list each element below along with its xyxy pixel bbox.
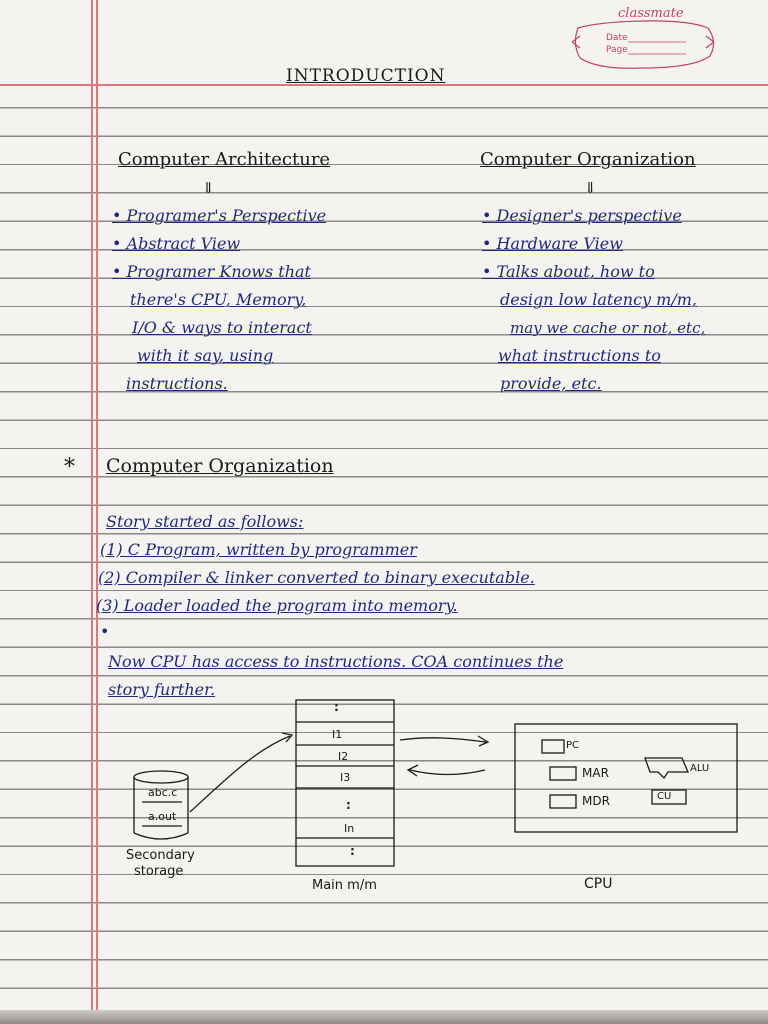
- memory-cell-i1: I1: [332, 728, 343, 741]
- star-marker: *: [64, 455, 75, 480]
- memory-caption: Main m/m: [312, 878, 377, 893]
- section-heading: Computer Organization: [106, 455, 334, 477]
- storage-file-source: abc.c: [148, 786, 178, 799]
- memory-dots-top: :: [334, 700, 339, 714]
- load-arrow: [190, 736, 290, 812]
- organization-detail-line-1: • Talks about, how to: [482, 262, 655, 281]
- story-step-1: (1) C Program, written by programmer: [100, 540, 417, 559]
- organization-detail-line-2: design low latency m/m,: [500, 290, 697, 309]
- page-title: INTRODUCTION: [286, 66, 446, 86]
- organization-point-2: • Hardware View: [482, 234, 623, 253]
- architecture-detail-line-4: with it say, using: [137, 346, 274, 365]
- organization-detail-line-5: provide, etc.: [500, 374, 602, 393]
- cpu-alu: ALU: [690, 763, 710, 774]
- organization-arrow: ⇓: [584, 179, 597, 197]
- architecture-arrow: ⇓: [202, 179, 215, 197]
- secondary-storage-cylinder: [134, 771, 188, 839]
- organization-detail-line-4: what instructions to: [498, 346, 661, 365]
- date-label: Date: [606, 33, 628, 43]
- organization-detail-line-3: may we cache or not, etc,: [510, 319, 706, 337]
- fetch-arrow: [400, 738, 486, 742]
- architecture-point-1: • Programer's Perspective: [112, 206, 327, 225]
- cpu-register-mdr: MDR: [582, 794, 610, 808]
- architecture-detail-line-1: • Programer Knows that: [112, 262, 311, 281]
- return-arrow: [410, 770, 485, 775]
- page-label: Page: [606, 45, 628, 55]
- storage-file-output: a.out: [148, 810, 177, 823]
- architecture-point-2: • Abstract View: [112, 234, 241, 253]
- continue-line-2: story further.: [108, 680, 216, 699]
- bullet-dot: •: [100, 622, 110, 641]
- architecture-heading: Computer Architecture: [118, 149, 331, 170]
- story-step-3: (3) Loader loaded the program into memory.: [96, 596, 458, 615]
- organization-heading: Computer Organization: [480, 149, 696, 170]
- cpu-control-unit: CU: [657, 791, 672, 802]
- architecture-detail-line-2: there's CPU, Memory,: [130, 290, 307, 309]
- memory-dots-bottom: :: [350, 844, 355, 858]
- story-step-2: (2) Compiler & linker converted to binary executable.: [98, 568, 535, 587]
- memory-dots-middle: :: [346, 798, 351, 812]
- memory-cell-i2: I2: [338, 750, 349, 763]
- continue-line-1: Now CPU has access to instructions. COA continues the: [108, 652, 564, 671]
- cpu-box: [515, 724, 737, 832]
- story-intro: Story started as follows:: [106, 512, 304, 531]
- cpu-register-mar: MAR: [582, 766, 609, 780]
- organization-point-1: • Designer's perspective: [482, 206, 682, 225]
- memory-cell-in: In: [344, 822, 355, 835]
- architecture-detail-line-3: I/O & ways to interact: [132, 318, 312, 337]
- brand-name: classmate: [618, 6, 684, 21]
- storage-caption-line-1: Secondary: [126, 848, 195, 863]
- cpu-caption: CPU: [584, 876, 613, 892]
- architecture-detail-line-5: instructions.: [126, 374, 228, 393]
- cpu-register-pc: PC: [566, 740, 580, 751]
- storage-caption-line-2: storage: [134, 864, 184, 879]
- memory-cell-i3: I3: [340, 771, 351, 784]
